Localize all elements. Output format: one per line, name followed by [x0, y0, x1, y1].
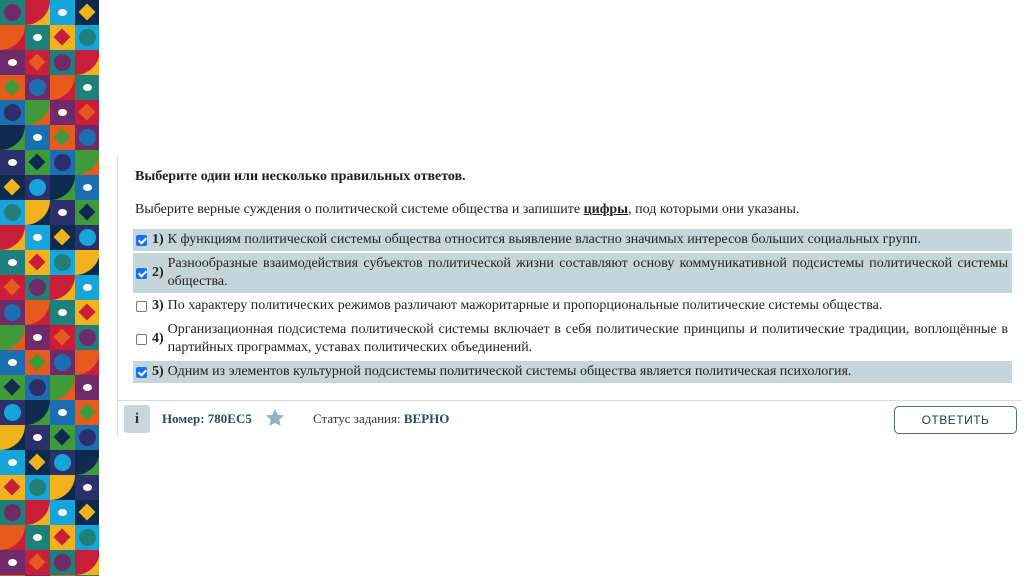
pattern-tile [75, 25, 99, 50]
pattern-tile [75, 425, 99, 450]
pattern-tile [25, 125, 50, 150]
pattern-tile [0, 275, 25, 300]
option-number: 4) [152, 331, 164, 346]
pattern-tile [25, 175, 50, 200]
pattern-tile [25, 450, 50, 475]
question-text-end: , под которыми они указаны. [628, 202, 800, 217]
pattern-tile [25, 475, 50, 500]
decorative-pattern-strip [0, 0, 99, 576]
pattern-tile [0, 50, 25, 75]
option-text: К функциям политической системы общества относится выявление властно значимых интересов больших социальных групп. [167, 232, 921, 247]
pattern-tile [50, 225, 75, 250]
pattern-tile [25, 225, 50, 250]
pattern-tile [50, 325, 75, 350]
pattern-tile [50, 475, 75, 500]
pattern-tile [50, 25, 75, 50]
pattern-tile [25, 400, 50, 425]
option-row[interactable] [133, 361, 1012, 383]
pattern-tile [75, 450, 99, 475]
pattern-tile [25, 50, 50, 75]
checkbox-checked[interactable] [136, 235, 147, 246]
pattern-tile [75, 200, 99, 225]
pattern-tile [75, 150, 99, 175]
pattern-tile [0, 550, 25, 575]
pattern-tile [0, 100, 25, 125]
pattern-tile [0, 425, 25, 450]
pattern-tile [75, 125, 99, 150]
pattern-tile [0, 0, 25, 25]
checkbox-checked[interactable] [136, 367, 147, 378]
pattern-tile [0, 250, 25, 275]
option-row[interactable] [133, 253, 1012, 293]
pattern-tile [50, 150, 75, 175]
pattern-tile [75, 275, 99, 300]
checkbox-unchecked[interactable] [136, 334, 147, 345]
pattern-tile [75, 375, 99, 400]
option-number: 1) [152, 232, 164, 247]
option-text: По характеру политических режимов различают мажоритарные и пропорциональные политические системы общества. [167, 298, 883, 313]
pattern-tile [75, 350, 99, 375]
pattern-tile [25, 525, 50, 550]
pattern-tile [0, 200, 25, 225]
pattern-tile [50, 300, 75, 325]
pattern-tile [75, 50, 99, 75]
pattern-tile [50, 0, 75, 25]
pattern-tile [0, 525, 25, 550]
pattern-tile [50, 450, 75, 475]
task-instruction: Выберите один или несколько правильных ответов. [135, 169, 466, 184]
pattern-tile [0, 300, 25, 325]
pattern-tile [0, 150, 25, 175]
task-card [117, 156, 1022, 436]
pattern-tile [75, 550, 99, 575]
pattern-tile [75, 175, 99, 200]
pattern-tile [25, 325, 50, 350]
pattern-tile [50, 550, 75, 575]
option-number: 3) [152, 298, 164, 313]
question-text-start: Выберите верные суждения о политической системе общества и запишите [135, 202, 584, 217]
pattern-tile [25, 75, 50, 100]
option-number: 2) [152, 265, 164, 280]
pattern-tile [75, 225, 99, 250]
pattern-tile [75, 75, 99, 100]
pattern-tile [25, 550, 50, 575]
option-text: Организационная подсистема политической системы включает в себя политические принципы и политические традиции, воплощённые в партийных программах, уставах политических объединений. [167, 322, 1008, 355]
pattern-tile [50, 525, 75, 550]
pattern-tile [25, 425, 50, 450]
option-row[interactable] [133, 319, 1012, 359]
pattern-tile [75, 475, 99, 500]
pattern-tile [50, 400, 75, 425]
pattern-tile [75, 525, 99, 550]
pattern-tile [0, 25, 25, 50]
status-value: ВЕРНО [403, 411, 450, 426]
pattern-tile [50, 200, 75, 225]
question-emphasis: цифры [583, 202, 629, 217]
pattern-tile [50, 175, 75, 200]
pattern-tile [50, 250, 75, 275]
pattern-tile [0, 400, 25, 425]
pattern-tile [0, 175, 25, 200]
pattern-tile [0, 75, 25, 100]
pattern-tile [75, 0, 99, 25]
pattern-tile [50, 50, 75, 75]
answer-options [133, 229, 1012, 385]
pattern-tile [0, 225, 25, 250]
checkbox-checked[interactable] [136, 268, 147, 279]
info-icon[interactable]: i [124, 405, 150, 433]
pattern-tile [50, 125, 75, 150]
pattern-tile [0, 125, 25, 150]
pattern-tile [25, 200, 50, 225]
checkbox-unchecked[interactable] [136, 301, 147, 312]
pattern-tile [25, 500, 50, 525]
pattern-tile [75, 400, 99, 425]
pattern-tile [0, 450, 25, 475]
pattern-tile [25, 150, 50, 175]
pattern-tile [75, 250, 99, 275]
pattern-tile [50, 375, 75, 400]
pattern-tile [0, 475, 25, 500]
pattern-tile [25, 25, 50, 50]
option-number: 5) [152, 364, 164, 379]
pattern-tile [50, 500, 75, 525]
pattern-tile [25, 375, 50, 400]
pattern-tile [25, 300, 50, 325]
pattern-tile [50, 350, 75, 375]
task-status [313, 411, 449, 427]
footer-divider [118, 400, 1022, 401]
pattern-tile [50, 275, 75, 300]
option-row[interactable] [133, 229, 1012, 251]
pattern-tile [75, 325, 99, 350]
pattern-tile [75, 300, 99, 325]
pattern-tile [0, 375, 25, 400]
pattern-tile [25, 0, 50, 25]
option-text: Одним из элементов культурной подсистемы политической системы общества является политическая психология. [167, 364, 852, 379]
option-text: Разнообразные взаимодействия субъектов политической жизни составляют основу коммуникативной подсистемы политической системы общества. [167, 256, 1008, 289]
task-number: Номер: 780EC5 [162, 411, 252, 426]
pattern-tile [75, 100, 99, 125]
pattern-tile [50, 425, 75, 450]
pattern-tile [0, 500, 25, 525]
pattern-tile [50, 75, 75, 100]
task-question [135, 202, 799, 218]
pattern-tile [75, 500, 99, 525]
status-label: Статус задания: [313, 411, 404, 426]
favorite-star-icon[interactable] [264, 407, 286, 429]
pattern-tile [0, 325, 25, 350]
pattern-tile [25, 250, 50, 275]
pattern-tile [25, 275, 50, 300]
pattern-tile [25, 100, 50, 125]
pattern-tile [25, 350, 50, 375]
pattern-tile [50, 100, 75, 125]
pattern-tile [0, 350, 25, 375]
answer-button[interactable]: ОТВЕТИТЬ [894, 406, 1017, 434]
option-row[interactable] [133, 295, 1012, 317]
